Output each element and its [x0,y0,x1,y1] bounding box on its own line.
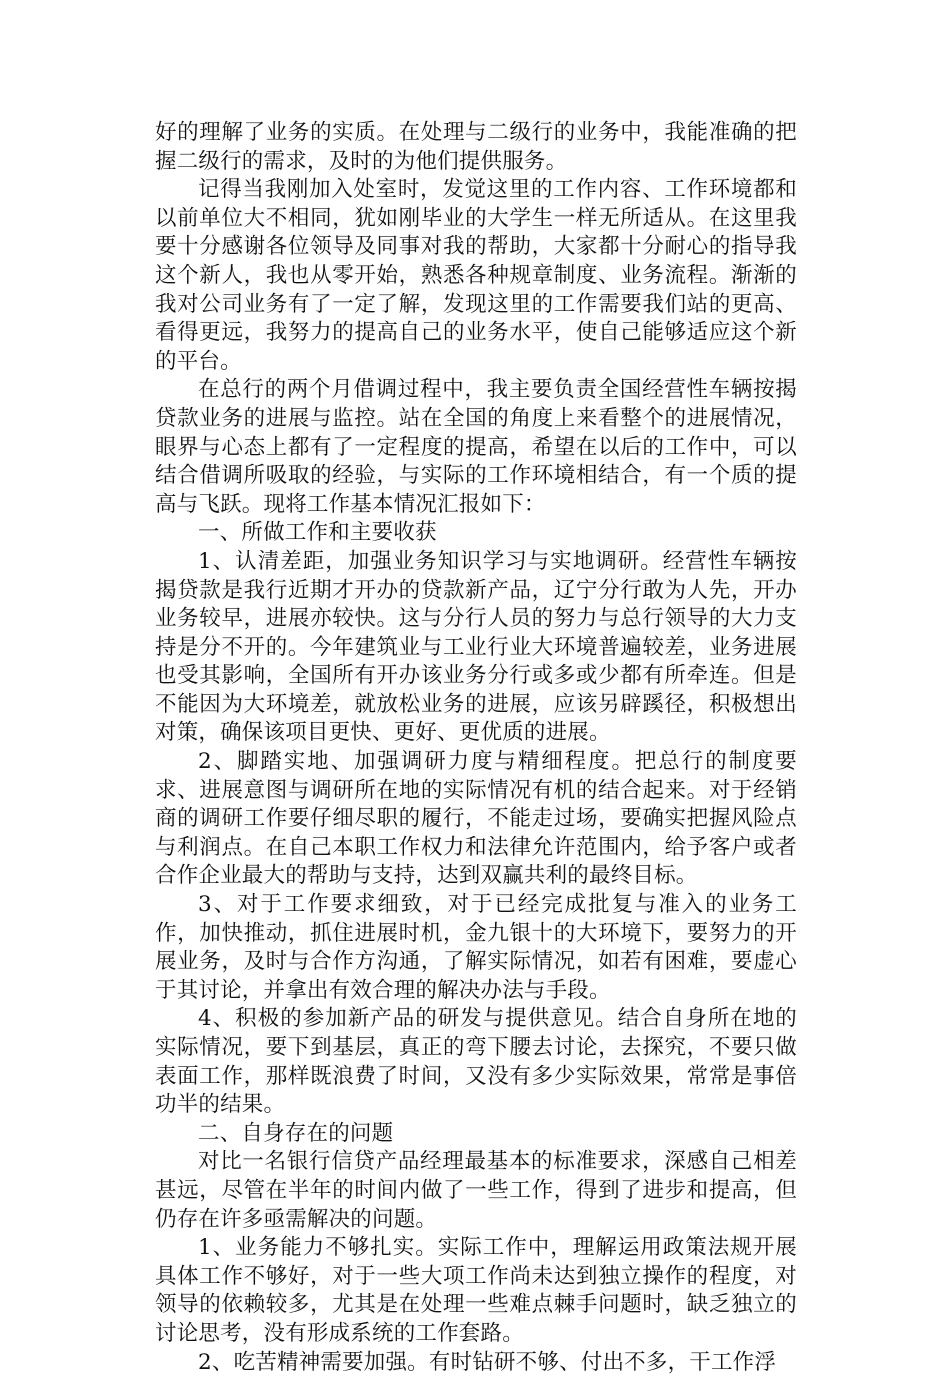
paragraph-item-3: 3、对于工作要求细致，对于已经完成批复与准入的业务工作，加快推动，抓住进展时机，金九银十的大环境下，要努力的开展业务，及时与合作方沟通，了解实际情况，如若有困难，要虚心于其讨论，并拿出有效合理的解决办法与手段。 [155,892,797,1003]
paragraph-1: 好的理解了业务的实质。在处理与二级行的业务中，我能准确的把握二级行的需求，及时的为他们提供服务。 [155,120,797,174]
section-heading-2: 二、自身存在的问题 [198,1120,394,1146]
paragraph-problem-2: 2、吃苦精神需要加强。有时钻研不够、付出不多，干工作浮 [198,1349,777,1375]
paragraph-item-4: 4、积极的参加新产品的研发与提供意见。结合自身所在地的实际情况，要下到基层，真正的弯下腰去讨论，去探究，不要只做表面工作，那样既浪费了时间，又没有多少实际效果，常常是事倍功半的结果。 [155,1006,797,1118]
paragraph-item-2: 2、脚踏实地、加强调研力度与精细程度。把总行的制度要求、进展意图与调研所在地的实际情况有机的结合起来。对于经销商的调研工作要仔细尽职的履行，不能走过场，要确实把握风险点与利润点。在自己本职工作权力和法律允许范围内，给予客户或者合作企业最大的帮助与支持，达到双赢共利的最终目标。 [155,749,797,889]
section-heading-1: 一、所做工作和主要收获 [198,520,437,546]
paragraph-problems-intro: 对比一名银行信贷产品经理最基本的标准要求，深感自己相差甚远，尽管在半年的时间内做了一些工作，得到了进步和提高，但仍存在许多亟需解决的问题。 [155,1149,797,1232]
paragraph-problem-1: 1、业务能力不够扎实。实际工作中，理解运用政策法规开展具体工作不够好，对于一些大项工作尚未达到独立操作的程度，对领导的依赖较多，尤其是在处理一些难点棘手问题时，缺乏独立的讨论思考，没有形成系统的工作套路。 [155,1235,797,1346]
document-body [155,119,797,1377]
paragraph-2: 记得当我刚加入处室时，发觉这里的工作内容、工作环境都和以前单位大不相同，犹如刚毕业的大学生一样无所适从。在这里我要十分感谢各位领导及同事对我的帮助，大家都十分耐心的指导我这个新人，我也从零开始，熟悉各种规章制度、业务流程。渐渐的我对公司业务有了一定了解，发现这里的工作需要我们站的更高、看得更远，我努力的提高自己的业务水平，使自己能够适应这个新的平台。 [155,177,797,374]
paragraph-item-1: 1、认清差距，加强业务知识学习与实地调研。经营性车辆按揭贷款是我行近期才开办的贷款新产品，辽宁分行敢为人先，开办业务较早，进展亦较快。这与分行人员的努力与总行领导的大力支持是分不开的。今年建筑业与工业行业大环境普遍较差，业务进展也受其影响，全国所有开办该业务分行或多或少都有所牵连。但是不能因为大环境差，就放松业务的进展，应该另辟蹊径，积极想出对策，确保该项目更快、更好、更优质的进展。 [155,548,797,746]
paragraph-3: 在总行的两个月借调过程中，我主要负责全国经营性车辆按揭贷款业务的进展与监控。站在全国的角度上来看整个的进展情况，眼界与心态上都有了一定程度的提高，希望在以后的工作中，可以结合借调所吸取的经验，与实际的工作环境相结合，有一个质的提高与飞跃。现将工作基本情况汇报如下： [155,377,797,517]
